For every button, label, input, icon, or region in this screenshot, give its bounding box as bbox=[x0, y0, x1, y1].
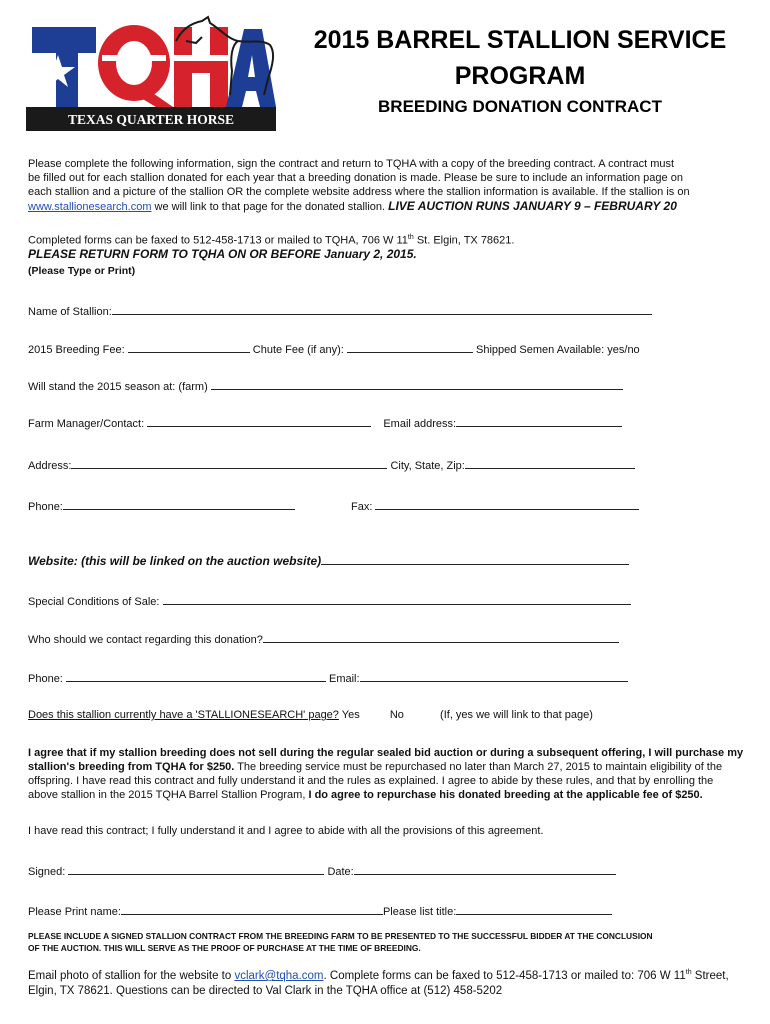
phone-label: Phone: bbox=[28, 501, 63, 513]
page-title-line2: PROGRAM bbox=[454, 62, 586, 90]
farm-label: Will stand the 2015 season at: (farm) bbox=[28, 381, 208, 393]
special-conditions-label: Special Conditions of Sale: bbox=[28, 596, 160, 608]
title-label: Please list title: bbox=[382, 906, 457, 918]
fax-text: Completed forms can be faxed to 512-458-1713 or mailed to TQHA, 706 W 11 bbox=[28, 234, 408, 247]
who-contact-label: Who should we contact regarding this donation? bbox=[28, 634, 263, 646]
fax-label: Fax: bbox=[351, 501, 373, 513]
signed-label: Signed: bbox=[28, 866, 66, 878]
signature-row bbox=[28, 862, 616, 879]
shipped-semen-label: Shipped Semen Available: yes/no bbox=[475, 344, 640, 356]
superscript: th bbox=[407, 234, 414, 241]
no-option[interactable]: No bbox=[389, 709, 404, 721]
contact-email-label: Email: bbox=[329, 673, 360, 685]
chute-fee-field[interactable] bbox=[347, 340, 473, 353]
website-field[interactable] bbox=[321, 551, 629, 565]
title-field[interactable] bbox=[456, 902, 612, 915]
breeding-fee-field[interactable] bbox=[128, 340, 250, 353]
page-subtitle: BREEDING DONATION CONTRACT bbox=[378, 97, 662, 116]
city-state-zip-field[interactable] bbox=[465, 456, 635, 469]
who-contact-field[interactable] bbox=[263, 630, 619, 643]
fax-field[interactable] bbox=[375, 497, 639, 510]
email-address-label: Email address: bbox=[383, 418, 457, 430]
farm-field[interactable] bbox=[211, 377, 623, 390]
email-photo-text3: Street, bbox=[691, 969, 729, 982]
if-yes-note: (If, yes we will link to that page) bbox=[440, 709, 593, 721]
stallion-name-row bbox=[28, 302, 652, 319]
print-name-field[interactable] bbox=[121, 902, 383, 915]
fee-row bbox=[28, 340, 640, 357]
phone-field[interactable] bbox=[63, 497, 295, 510]
address-label: Address: bbox=[28, 460, 72, 472]
stallionesearch-link[interactable]: www.stallionesearch.com bbox=[28, 201, 152, 213]
yes-option[interactable]: Yes bbox=[341, 709, 360, 721]
address-field[interactable] bbox=[71, 456, 387, 469]
city-state-zip-label: City, State, Zip: bbox=[390, 460, 465, 472]
intro-line: Please complete the following information, sign the contract and return to TQHA with a copy of the breeding contract. A contract must bbox=[28, 158, 675, 170]
fax-text-end: St. Elgin, TX 78621. bbox=[413, 234, 515, 247]
agreement-text: The breeding service must be repurchased no later than March 27, 2015 to maintain eligibility of the offspring. I have read this contract and fully understand it and the rules as explained. I agree to abide by these rules, and that by enrolling the above stallion in the 2015 TQHA Barrel Stallion Program, bbox=[28, 761, 723, 801]
read-contract-statement: I have read this contract; I fully understand it and I agree to abide with all the provisions of this agreement. bbox=[28, 825, 544, 837]
special-conditions-row bbox=[28, 592, 631, 609]
breeding-fee-label: 2015 Breeding Fee: bbox=[28, 344, 125, 356]
farm-manager-field[interactable] bbox=[147, 414, 371, 427]
contact-phone-label: Phone: bbox=[28, 673, 63, 685]
deadline-notice: PLEASE RETURN FORM TO TQHA ON OR BEFORE January 2, 2015. bbox=[28, 247, 417, 261]
address-row bbox=[28, 456, 635, 473]
phone-fax-row bbox=[28, 497, 639, 514]
logo-banner-text: TEXAS QUARTER HORSE ASSOCIATION bbox=[67, 112, 235, 145]
special-conditions-field[interactable] bbox=[163, 592, 631, 605]
website-label: Website: (this will be linked on the auction website) bbox=[28, 554, 322, 568]
farm-manager-label: Farm Manager/Contact: bbox=[28, 418, 145, 430]
intro-line-text: we will link to that page for the donated stallion. bbox=[151, 201, 389, 213]
auction-dates: LIVE AUCTION RUNS JANUARY 9 – FEBRUARY 20 bbox=[388, 199, 677, 213]
print-name-label: Please Print name: bbox=[28, 906, 121, 918]
intro-line: each stallion and a picture of the stallion OR the complete website address where the stallion information is available. If the stallion is on bbox=[28, 186, 690, 198]
email-photo-line bbox=[28, 965, 748, 984]
stallion-name-label: Name of Stallion: bbox=[28, 306, 112, 318]
print-name-row bbox=[28, 902, 612, 919]
email-link[interactable]: vclark@tqha.com bbox=[234, 969, 324, 982]
email-photo-line2: Elgin, TX 78621. Questions can be directed to Val Clark in the TQHA office at (512) 458-5202 bbox=[28, 984, 503, 997]
intro-line: be filled out for each stallion donated for each year that a breeding donation is made. Please be sure to include an information page on bbox=[28, 172, 683, 184]
tqha-logo bbox=[26, 15, 276, 145]
chute-fee-label: Chute Fee (if any): bbox=[252, 344, 344, 356]
date-field[interactable] bbox=[354, 862, 616, 875]
contact-phone-field[interactable] bbox=[66, 669, 326, 682]
fax-line bbox=[28, 231, 748, 248]
intro-line bbox=[28, 199, 748, 214]
email-photo-text2: . Complete forms can be faxed to 512-458-1713 or mailed to: 706 W 11 bbox=[323, 969, 686, 982]
contact-row bbox=[28, 630, 619, 647]
footer-note-line: OF THE AUCTION. THIS WILL SERVE AS THE PROOF OF PURCHASE AT THE TIME OF BREEDING. bbox=[28, 943, 421, 953]
page-title-line1: 2015 BARREL STALLION SERVICE bbox=[313, 26, 727, 54]
stallionesearch-row bbox=[28, 708, 593, 722]
stallion-name-field[interactable] bbox=[112, 302, 652, 315]
contact-phone-email-row bbox=[28, 669, 628, 686]
email-address-field[interactable] bbox=[456, 414, 622, 427]
contact-email-field[interactable] bbox=[360, 669, 628, 682]
signature-field[interactable] bbox=[68, 862, 324, 875]
date-label: Date: bbox=[327, 866, 354, 878]
farm-row bbox=[28, 377, 623, 394]
intro-paragraph bbox=[28, 157, 748, 214]
agreement-bold-end: I do agree to repurchase his donated breeding at the applicable fee of $250. bbox=[308, 789, 703, 801]
email-photo-text: Email photo of stallion for the website to bbox=[28, 969, 235, 982]
superscript: th bbox=[685, 969, 692, 976]
agreement-paragraph bbox=[28, 746, 746, 802]
email-photo-paragraph bbox=[28, 965, 748, 999]
stallionesearch-question: Does this stallion currently have a 'STALLIONESEARCH' page? bbox=[28, 709, 339, 721]
agreement-bold: I agree that if my stallion breeding does not sell during the regular sealed bid auction or during a subsequent offering, I will purchase my stallion's breeding from TQHA for $250. bbox=[28, 747, 744, 773]
footer-note-line: PLEASE INCLUDE A SIGNED STALLION CONTRACT FROM THE BREEDING FARM TO BE PRESENTED TO THE SUCCESSFUL BIDDER AT THE CONCLUSION bbox=[28, 931, 653, 941]
manager-row bbox=[28, 414, 622, 431]
website-row bbox=[28, 551, 629, 569]
footer-note bbox=[28, 930, 758, 954]
type-note: (Please Type or Print) bbox=[28, 265, 136, 277]
